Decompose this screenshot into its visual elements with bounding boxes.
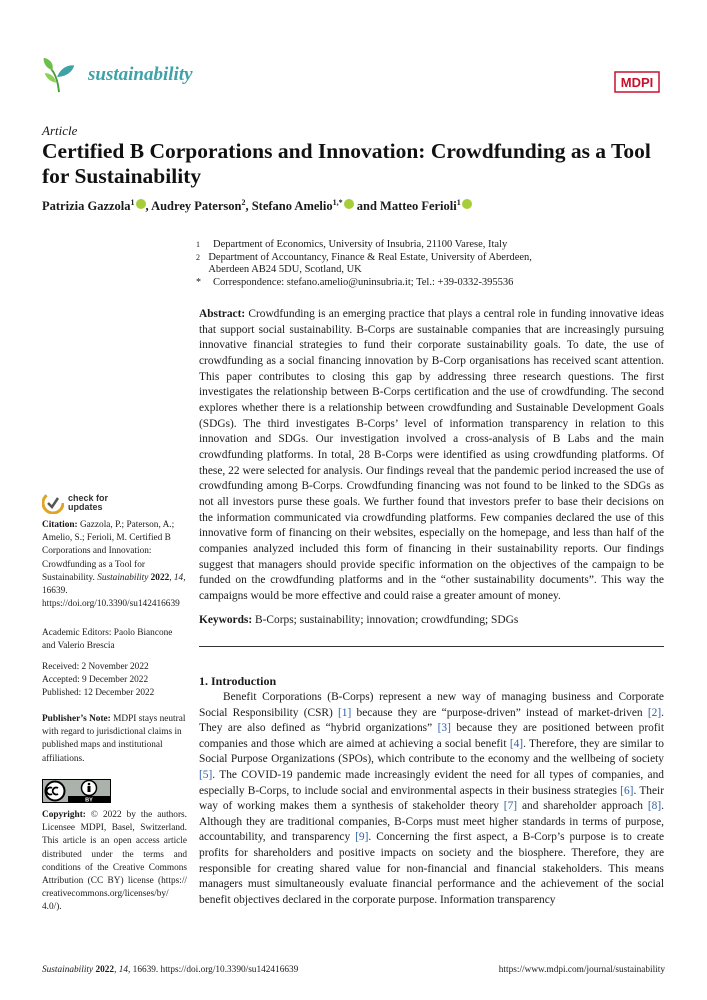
footer-journal-url[interactable]: https://www.mdpi.com/journal/sustainability (498, 965, 665, 975)
academic-editors: Academic Editors: Paolo Biancone and Valerio Brescia (42, 628, 173, 652)
reference-link[interactable]: [9] (355, 831, 369, 844)
journal-name: sustainability (88, 64, 193, 85)
footer-citation: Sustainability 2022, 14, 16639. https://doi.org/10.3390/su142416639 (42, 965, 299, 975)
journal-logo[interactable] (40, 56, 193, 94)
check-for-updates-badge[interactable]: check for updates (42, 492, 108, 514)
paragraph-text: . Concerning the first aspect, a B-Corp’s purpose is to create profits for shareholders and positive impacts on society and the biosphere. Therefore, they are responsible for creating shared value for non-financial and financial stakeholders. This means managers must simultaneously evaluate financial performance and the achievement of the social benefit objectives declared in the corporate purpose. Information transparency (199, 831, 664, 906)
paragraph-text: Benefit Corporations (B-Corps) represent a new way of managing business and Corporate Social Responsibility (CSR) (199, 691, 664, 719)
paragraph-text: . They are also defined as “hybrid organizations” (199, 706, 664, 735)
abstract-text: Crowdfunding is an emerging practice that plays a central role in funding innovative ideas that support social sustainability. B-Corps are sustainable companies that are increasingly pursuing innovative financial strategies to fund their corporate sustainability goals. To date, the use of crowdfunding as a social financing innovation by B-Corp organisations has received scant attention. This paper contributes to closing this gap by addressing three research questions. The first investigates the relationship between B-Corps certification and the use of crowdfunding. The second explores whether there is a relationship between crowdfunding and Sustainable Development Goals (SDGs). The third investigates B-Corps’ level of information transparency in relation to this innovation and SDGs. Our investigation involved a cross-analysis of B Labs and the main crowdfunding platforms. In total, 28 B-Corps were identified as using crowdfunding platforms. Of these, 22 were selected for analysis. Our findings reveal that the pandemic period increased the use of crowdfunding among B-Corps. Crowdfunding financing was not found to be linked to the SDGs as not all investors purse these goals. We further found that investors prefer to base their decisions on the information communicated via crowdfunding platforms. Few companies declared the use of this innovative form of financing on their websites, especially on the homepage, and less than half of the companies analyzed included this form of financing in their sustainability reports. Our findings suggest that managers should provide specific information on the objectives of the campaign to be funded on the crowdfunding platforms and in the “other sustainability documents”. This way the campaigns would be more effective and could raise a greater amount of money. (199, 308, 664, 602)
page-footer (42, 965, 665, 975)
paragraph-text: . Although they are traditional companies, B-Corps must meet higher standards in terms of purpose, accountability, and transparency (199, 800, 664, 844)
author-name[interactable]: Audrey Paterson (151, 199, 242, 214)
leaf-icon (40, 56, 78, 94)
section-divider (199, 646, 664, 647)
author-name[interactable]: Patrizia Gazzola (42, 199, 131, 214)
article-title: Certified B Corporations and Innovation: Crowdfunding as a Tool for Sustainability (42, 139, 651, 188)
reference-link[interactable]: [4] (509, 737, 524, 750)
paragraph-text: . Their way of working makes them a synthesis of stakeholder theory (199, 784, 665, 813)
affiliations (196, 239, 556, 289)
paragraph-text: . Therefore, they are similar to Social Purpose Organizations (SPOs), which contribute to the economy and the wellbeing of society (199, 737, 664, 766)
publication-dates: Received: 2 November 2022 Accepted: 9 December 2022 Published: 12 December 2022 (42, 662, 155, 699)
reference-link[interactable]: [1] (338, 706, 352, 719)
affiliation-item: 1 Department of Economics, University of Insubria, 21100 Varese, Italy (196, 239, 508, 250)
author-name[interactable]: Stefano Amelio (251, 199, 333, 214)
publisher-note: Publisher’s Note: MDPI stays neutral with regard to jurisdictional claims in published maps and institutional affiliations. (42, 714, 186, 764)
abstract-label: Abstract: (199, 308, 246, 320)
cc-by-label: BY (85, 797, 93, 803)
paragraph-text: because they are “purpose-driven” instead of market-driven (351, 706, 648, 719)
keywords-text: B-Corps; sustainability; innovation; crowdfunding; SDGs (255, 614, 519, 626)
section-heading-introduction: 1. Introduction (199, 674, 277, 688)
correspondence: * Correspondence: stefano.amelio@uninsubria.it; Tel.: +39-0332-395536 (196, 276, 514, 288)
reference-link[interactable]: [6] (620, 784, 634, 797)
reference-link[interactable]: [2] (647, 706, 662, 719)
reference-link[interactable]: [7] (503, 800, 518, 813)
citation-doi-link[interactable]: 16639. https://doi.org/10.3390/su142416639 (42, 586, 180, 610)
reference-link[interactable]: [8] (647, 800, 662, 813)
author-name[interactable]: Matteo Ferioli (380, 199, 457, 214)
copyright: Copyright: © 2022 by the authors. Licensee MDPI, Basel, Switzerland. This article is an open access article distributed under the terms and conditions of the Creative Commons Attribution (CC BY) license (https:// creativecommons.org/licenses/by/ 4.0/). (42, 810, 187, 913)
keywords-label: Keywords: (199, 614, 253, 626)
affiliation-item: 2 Department of Accountancy, Finance & Real Estate, University of Aberdeen, Aberdeen AB24 5DU, Scotland, UK (196, 251, 532, 276)
check-updates-icon (42, 492, 64, 514)
cc-by-license-icon[interactable] (42, 779, 111, 803)
keywords (199, 614, 664, 626)
orcid-icon[interactable] (462, 199, 472, 209)
orcid-icon[interactable] (136, 199, 146, 209)
author-list: Patrizia Gazzola$^1$ , Audrey Paterson$^2$, Stefano Amelio$^{1,*}$ and Matteo Ferioli$^1$ (42, 198, 472, 214)
citation: Citation: Gazzola, P.; Paterson, A.; Amelio, S.; Ferioli, M. Certified B Corporations and Innovation: Crowdfunding as a Tool for Sustainability. Sustainability 2022, 14, 16639. https://doi.org/10.3390/su142416639 (42, 520, 186, 610)
reference-link[interactable]: [3] (437, 722, 451, 735)
paragraph-text: and shareholder approach (517, 800, 648, 813)
orcid-icon[interactable] (344, 199, 354, 209)
article-type: Article (42, 123, 78, 138)
paragraph-text: because they are positioned between profit companies and those which are aimed at achieving a social benefit (199, 722, 664, 750)
abstract (199, 307, 664, 604)
paragraph-text: . The COVID-19 pandemic made increasingly evident the need for all types of companies, and especially B-Corps, to include social and environmental aspects in their business strategies (199, 768, 664, 797)
mdpi-logo-text: MDPI (620, 75, 654, 90)
mdpi-logo[interactable] (613, 70, 661, 94)
reference-link[interactable]: [5] (199, 768, 213, 781)
introduction-paragraph (199, 690, 664, 908)
